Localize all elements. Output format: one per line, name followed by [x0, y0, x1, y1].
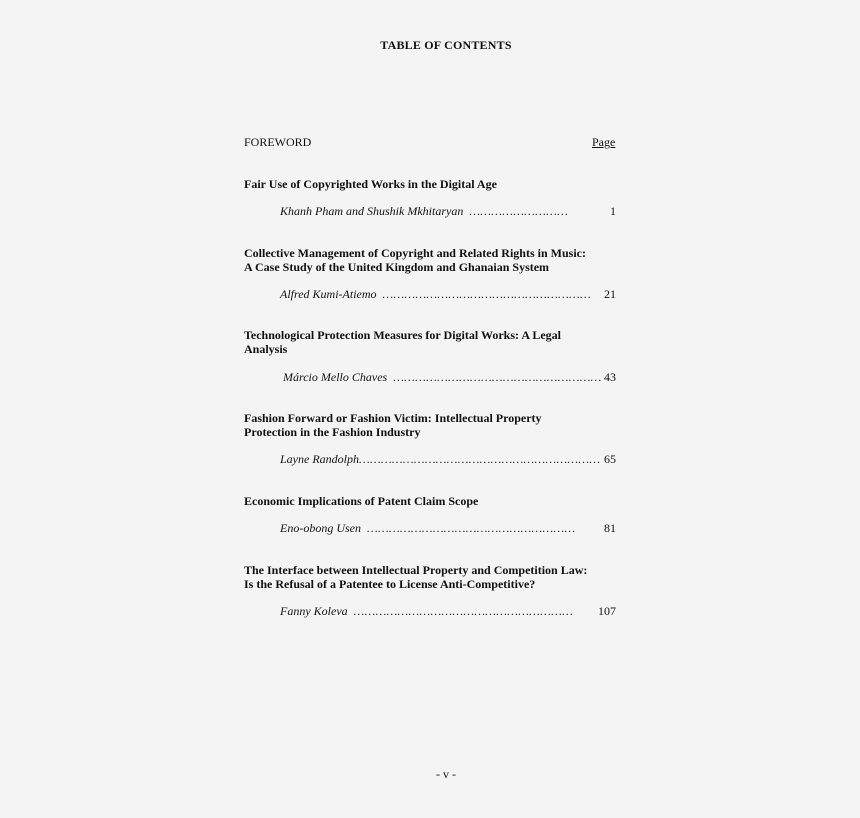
- leader-dots: …………………………………………………: [367, 521, 576, 535]
- entry-author: Alfred Kumi-Atiemo: [280, 287, 377, 301]
- foreword-label: FOREWORD: [244, 135, 312, 149]
- leader-dots: ……………………………………………………: [353, 604, 574, 618]
- entry-page-number: 1: [610, 204, 616, 218]
- leader-dots: ………………………: [469, 204, 569, 218]
- entry-page-number: 43: [604, 370, 616, 384]
- entry-author-line: [280, 287, 616, 301]
- entry-title: [244, 563, 604, 591]
- entry-title-line: Fair Use of Copyrighted Works in the Digital Age: [244, 177, 497, 191]
- entry-author: Márcio Mello Chaves: [283, 370, 388, 384]
- entry-author-line: [280, 521, 616, 535]
- entry-title-line: Collective Management of Copyright and Related Rights in Music:: [244, 246, 586, 260]
- entry-page-number: 21: [604, 287, 616, 301]
- entry-author-line: [280, 204, 616, 218]
- entry-title-line: Protection in the Fashion Industry: [244, 425, 421, 439]
- leader-dots: …………………………………………………: [393, 370, 602, 384]
- entry-author: Khanh Pham and Shushik Mkhitaryan: [280, 204, 464, 218]
- entry-author: Fanny Koleva: [280, 604, 348, 618]
- leader-dots: …………………………………………………: [382, 287, 591, 301]
- entry-title-line: Analysis: [244, 342, 288, 356]
- entry-author: Eno-obong Usen: [280, 521, 361, 535]
- entry-title-line: The Interface between Intellectual Property and Competition Law:: [244, 563, 588, 577]
- entry-title: [244, 246, 604, 274]
- page-footer-number: - v -: [436, 767, 456, 781]
- entry-author-line: [280, 604, 616, 618]
- entry-author-line: [280, 370, 616, 384]
- entry-page-number: 65: [604, 452, 616, 466]
- entry-author: Layne Randolph: [280, 452, 359, 466]
- entry-title: [244, 494, 604, 508]
- entry-page-number: 107: [598, 604, 616, 618]
- entry-title-line: Is the Refusal of a Patentee to License Anti-Competitive?: [244, 577, 536, 591]
- entry-author-line: [280, 452, 616, 466]
- leader-dots: …………………………………………………………: [359, 452, 601, 466]
- entry-title-line: Technological Protection Measures for Digital Works: A Legal: [244, 328, 561, 342]
- entry-title: [244, 411, 604, 439]
- entry-title-line: Fashion Forward or Fashion Victim: Intellectual Property: [244, 411, 542, 425]
- entry-title: [244, 177, 604, 191]
- page-column-header: Page: [592, 135, 616, 149]
- entry-title-line: A Case Study of the United Kingdom and Ghanaian System: [244, 260, 550, 274]
- entry-title: [244, 328, 604, 356]
- page-title: TABLE OF CONTENTS: [380, 38, 512, 52]
- entry-page-number: 81: [604, 521, 616, 535]
- entry-title-line: Economic Implications of Patent Claim Scope: [244, 494, 479, 508]
